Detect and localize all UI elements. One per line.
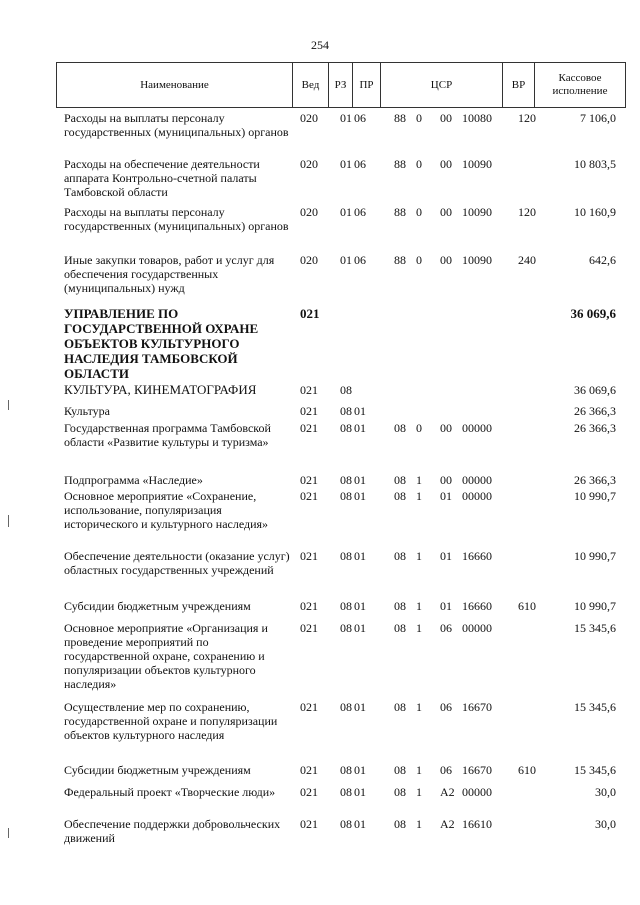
- row-csr4: 16670: [462, 763, 492, 777]
- row-csr2: 1: [416, 473, 422, 487]
- row-name: Культура: [64, 404, 110, 418]
- row-name: Субсидии бюджетным учреждениям: [64, 599, 251, 613]
- row-csr4: 16660: [462, 599, 492, 613]
- row-sum: 36 069,6: [574, 383, 616, 397]
- row-sum: 26 366,3: [574, 421, 616, 435]
- row-name: Субсидии бюджетным учреждениям: [64, 763, 251, 777]
- row-csr3: 01: [440, 599, 452, 613]
- row-vr: 610: [518, 763, 536, 777]
- row-csr4: 00000: [462, 421, 492, 435]
- row-name: Государственная программа Тамбовской области «Развитие культуры и туризма»: [64, 421, 271, 449]
- table-header: [56, 62, 626, 108]
- row-csr1: 08: [394, 817, 406, 831]
- row-csr2: 1: [416, 700, 422, 714]
- row-csr2: 0: [416, 421, 422, 435]
- row-sum: 15 345,6: [574, 700, 616, 714]
- row-csr3: 00: [440, 421, 452, 435]
- row-pr: 01: [354, 700, 366, 714]
- row-rz: 08: [340, 599, 352, 613]
- row-sum: 30,0: [595, 817, 616, 831]
- row-csr2: 1: [416, 817, 422, 831]
- row-csr4: 16610: [462, 817, 492, 831]
- margin-mark: [8, 828, 9, 838]
- row-vr: 240: [518, 253, 536, 267]
- header-ved: Вед: [292, 63, 328, 107]
- row-csr4: 16670: [462, 700, 492, 714]
- row-rz: 01: [340, 157, 352, 171]
- row-csr4: 10080: [462, 111, 492, 125]
- row-csr3: A2: [440, 785, 455, 799]
- row-csr1: 08: [394, 621, 406, 635]
- row-csr3: 01: [440, 549, 452, 563]
- row-sum: 10 990,7: [574, 489, 616, 503]
- row-ved: 020: [300, 111, 318, 125]
- row-sum: 26 366,3: [574, 473, 616, 487]
- row-name: Расходы на выплаты персоналу государственных (муниципальных) органов: [64, 205, 289, 233]
- row-csr3: 01: [440, 489, 452, 503]
- row-csr2: 1: [416, 621, 422, 635]
- row-csr2: 1: [416, 599, 422, 613]
- row-ved: 021: [300, 785, 318, 799]
- row-pr: 01: [354, 763, 366, 777]
- row-ved: 021: [300, 404, 318, 418]
- row-sum: 10 990,7: [574, 549, 616, 563]
- row-vr: 120: [518, 205, 536, 219]
- row-ved: 021: [300, 421, 318, 435]
- row-ved: 021: [300, 700, 318, 714]
- row-csr4: 00000: [462, 473, 492, 487]
- row-vr: 120: [518, 111, 536, 125]
- row-ved: 021: [300, 383, 318, 397]
- row-rz: 08: [340, 549, 352, 563]
- row-csr2: 1: [416, 763, 422, 777]
- row-rz: 01: [340, 205, 352, 219]
- row-sum: 642,6: [589, 253, 616, 267]
- row-csr4: 10090: [462, 157, 492, 171]
- row-pr: 01: [354, 621, 366, 635]
- row-sum: 26 366,3: [574, 404, 616, 418]
- row-csr1: 08: [394, 763, 406, 777]
- row-pr: 01: [354, 421, 366, 435]
- page-number: 254: [311, 38, 329, 52]
- row-csr2: 1: [416, 785, 422, 799]
- row-rz: 08: [340, 421, 352, 435]
- row-csr1: 08: [394, 549, 406, 563]
- row-sum: 15 345,6: [574, 621, 616, 635]
- row-rz: 08: [340, 621, 352, 635]
- row-pr: 06: [354, 205, 366, 219]
- row-csr1: 88: [394, 111, 406, 125]
- row-pr: 06: [354, 253, 366, 267]
- row-rz: 08: [340, 763, 352, 777]
- row-rz: 08: [340, 383, 352, 397]
- row-csr1: 08: [394, 785, 406, 799]
- row-csr3: A2: [440, 817, 455, 831]
- row-pr: 01: [354, 473, 366, 487]
- row-csr4: 16660: [462, 549, 492, 563]
- row-csr3: 00: [440, 473, 452, 487]
- row-name: Обеспечение деятельности (оказание услуг) областных государственных учреждений: [64, 549, 290, 577]
- row-sum: 10 160,9: [574, 205, 616, 219]
- row-name: УПРАВЛЕНИЕ ПО ГОСУДАРСТВЕННОЙ ОХРАНЕ ОБЪЕКТОВ КУЛЬТУРНОГО НАСЛЕДИЯ ТАМБОВСКОЙ ОБЛАСТИ: [64, 306, 259, 381]
- row-ved: 021: [300, 817, 318, 831]
- row-ved: 021: [300, 306, 320, 321]
- header-sum: Кассовое исполнение: [534, 63, 626, 107]
- row-csr4: 10090: [462, 253, 492, 267]
- row-rz: 08: [340, 700, 352, 714]
- row-csr1: 08: [394, 489, 406, 503]
- row-csr1: 08: [394, 700, 406, 714]
- row-name: Иные закупки товаров, работ и услуг для обеспечения государственных (муниципальных) нужд: [64, 253, 275, 295]
- row-name: Федеральный проект «Творческие люди»: [64, 785, 276, 799]
- row-csr3: 00: [440, 253, 452, 267]
- row-pr: 01: [354, 785, 366, 799]
- row-csr3: 06: [440, 621, 452, 635]
- row-pr: 01: [354, 489, 366, 503]
- row-ved: 020: [300, 205, 318, 219]
- margin-mark: [8, 400, 9, 410]
- row-csr2: 1: [416, 549, 422, 563]
- row-name: Обеспечение поддержки добровольческих движений: [64, 817, 281, 845]
- row-name: Основное мероприятие «Организация и проведение мероприятий по государственной охране, сохранению и популяризации объектов культурного наследия»: [64, 621, 268, 691]
- row-csr4: 00000: [462, 621, 492, 635]
- row-name: Подпрограмма «Наследие»: [64, 473, 203, 487]
- row-csr2: 0: [416, 253, 422, 267]
- row-rz: 08: [340, 785, 352, 799]
- row-name: Расходы на выплаты персоналу государственных (муниципальных) органов: [64, 111, 289, 139]
- row-csr3: 06: [440, 763, 452, 777]
- row-csr2: 0: [416, 111, 422, 125]
- row-sum: 7 106,0: [580, 111, 616, 125]
- row-name: Осуществление мер по сохранению, государственной охране и популяризации объектов культурного наследия: [64, 700, 278, 742]
- row-ved: 020: [300, 253, 318, 267]
- row-csr1: 08: [394, 421, 406, 435]
- row-name: Расходы на обеспечение деятельности аппарата Контрольно-счетной палаты Тамбовской области: [64, 157, 260, 199]
- row-csr1: 08: [394, 473, 406, 487]
- row-csr2: 1: [416, 489, 422, 503]
- row-rz: 08: [340, 404, 352, 418]
- row-csr2: 0: [416, 157, 422, 171]
- row-ved: 021: [300, 549, 318, 563]
- row-pr: 01: [354, 817, 366, 831]
- header-csr: ЦСР: [380, 63, 502, 107]
- row-csr3: 00: [440, 111, 452, 125]
- row-name: КУЛЬТУРА, КИНЕМАТОГРАФИЯ: [64, 382, 257, 397]
- row-name: Основное мероприятие «Сохранение, использование, популяризация исторического и культурного наследия»: [64, 489, 269, 531]
- row-sum: 30,0: [595, 785, 616, 799]
- row-sum: 15 345,6: [574, 763, 616, 777]
- row-pr: 01: [354, 599, 366, 613]
- header-pr: ПР: [352, 63, 380, 107]
- row-ved: 021: [300, 763, 318, 777]
- row-ved: 021: [300, 473, 318, 487]
- row-rz: 08: [340, 489, 352, 503]
- row-csr4: 00000: [462, 489, 492, 503]
- row-csr1: 08: [394, 599, 406, 613]
- margin-mark: [8, 515, 9, 527]
- row-csr4: 10090: [462, 205, 492, 219]
- row-rz: 08: [340, 817, 352, 831]
- row-sum: 10 803,5: [574, 157, 616, 171]
- row-csr3: 00: [440, 205, 452, 219]
- row-ved: 021: [300, 489, 318, 503]
- row-sum: 10 990,7: [574, 599, 616, 613]
- header-vr: ВР: [502, 63, 534, 107]
- row-pr: 01: [354, 404, 366, 418]
- row-ved: 021: [300, 621, 318, 635]
- row-csr4: 00000: [462, 785, 492, 799]
- row-csr1: 88: [394, 157, 406, 171]
- row-pr: 06: [354, 111, 366, 125]
- row-ved: 020: [300, 157, 318, 171]
- header-rz: РЗ: [328, 63, 352, 107]
- row-pr: 06: [354, 157, 366, 171]
- row-vr: 610: [518, 599, 536, 613]
- row-pr: 01: [354, 549, 366, 563]
- row-ved: 021: [300, 599, 318, 613]
- row-csr3: 06: [440, 700, 452, 714]
- row-rz: 01: [340, 253, 352, 267]
- row-rz: 08: [340, 473, 352, 487]
- row-csr1: 88: [394, 253, 406, 267]
- row-csr3: 00: [440, 157, 452, 171]
- header-name: Наименование: [56, 63, 292, 107]
- row-csr1: 88: [394, 205, 406, 219]
- row-sum: 36 069,6: [570, 306, 616, 321]
- row-csr2: 0: [416, 205, 422, 219]
- row-rz: 01: [340, 111, 352, 125]
